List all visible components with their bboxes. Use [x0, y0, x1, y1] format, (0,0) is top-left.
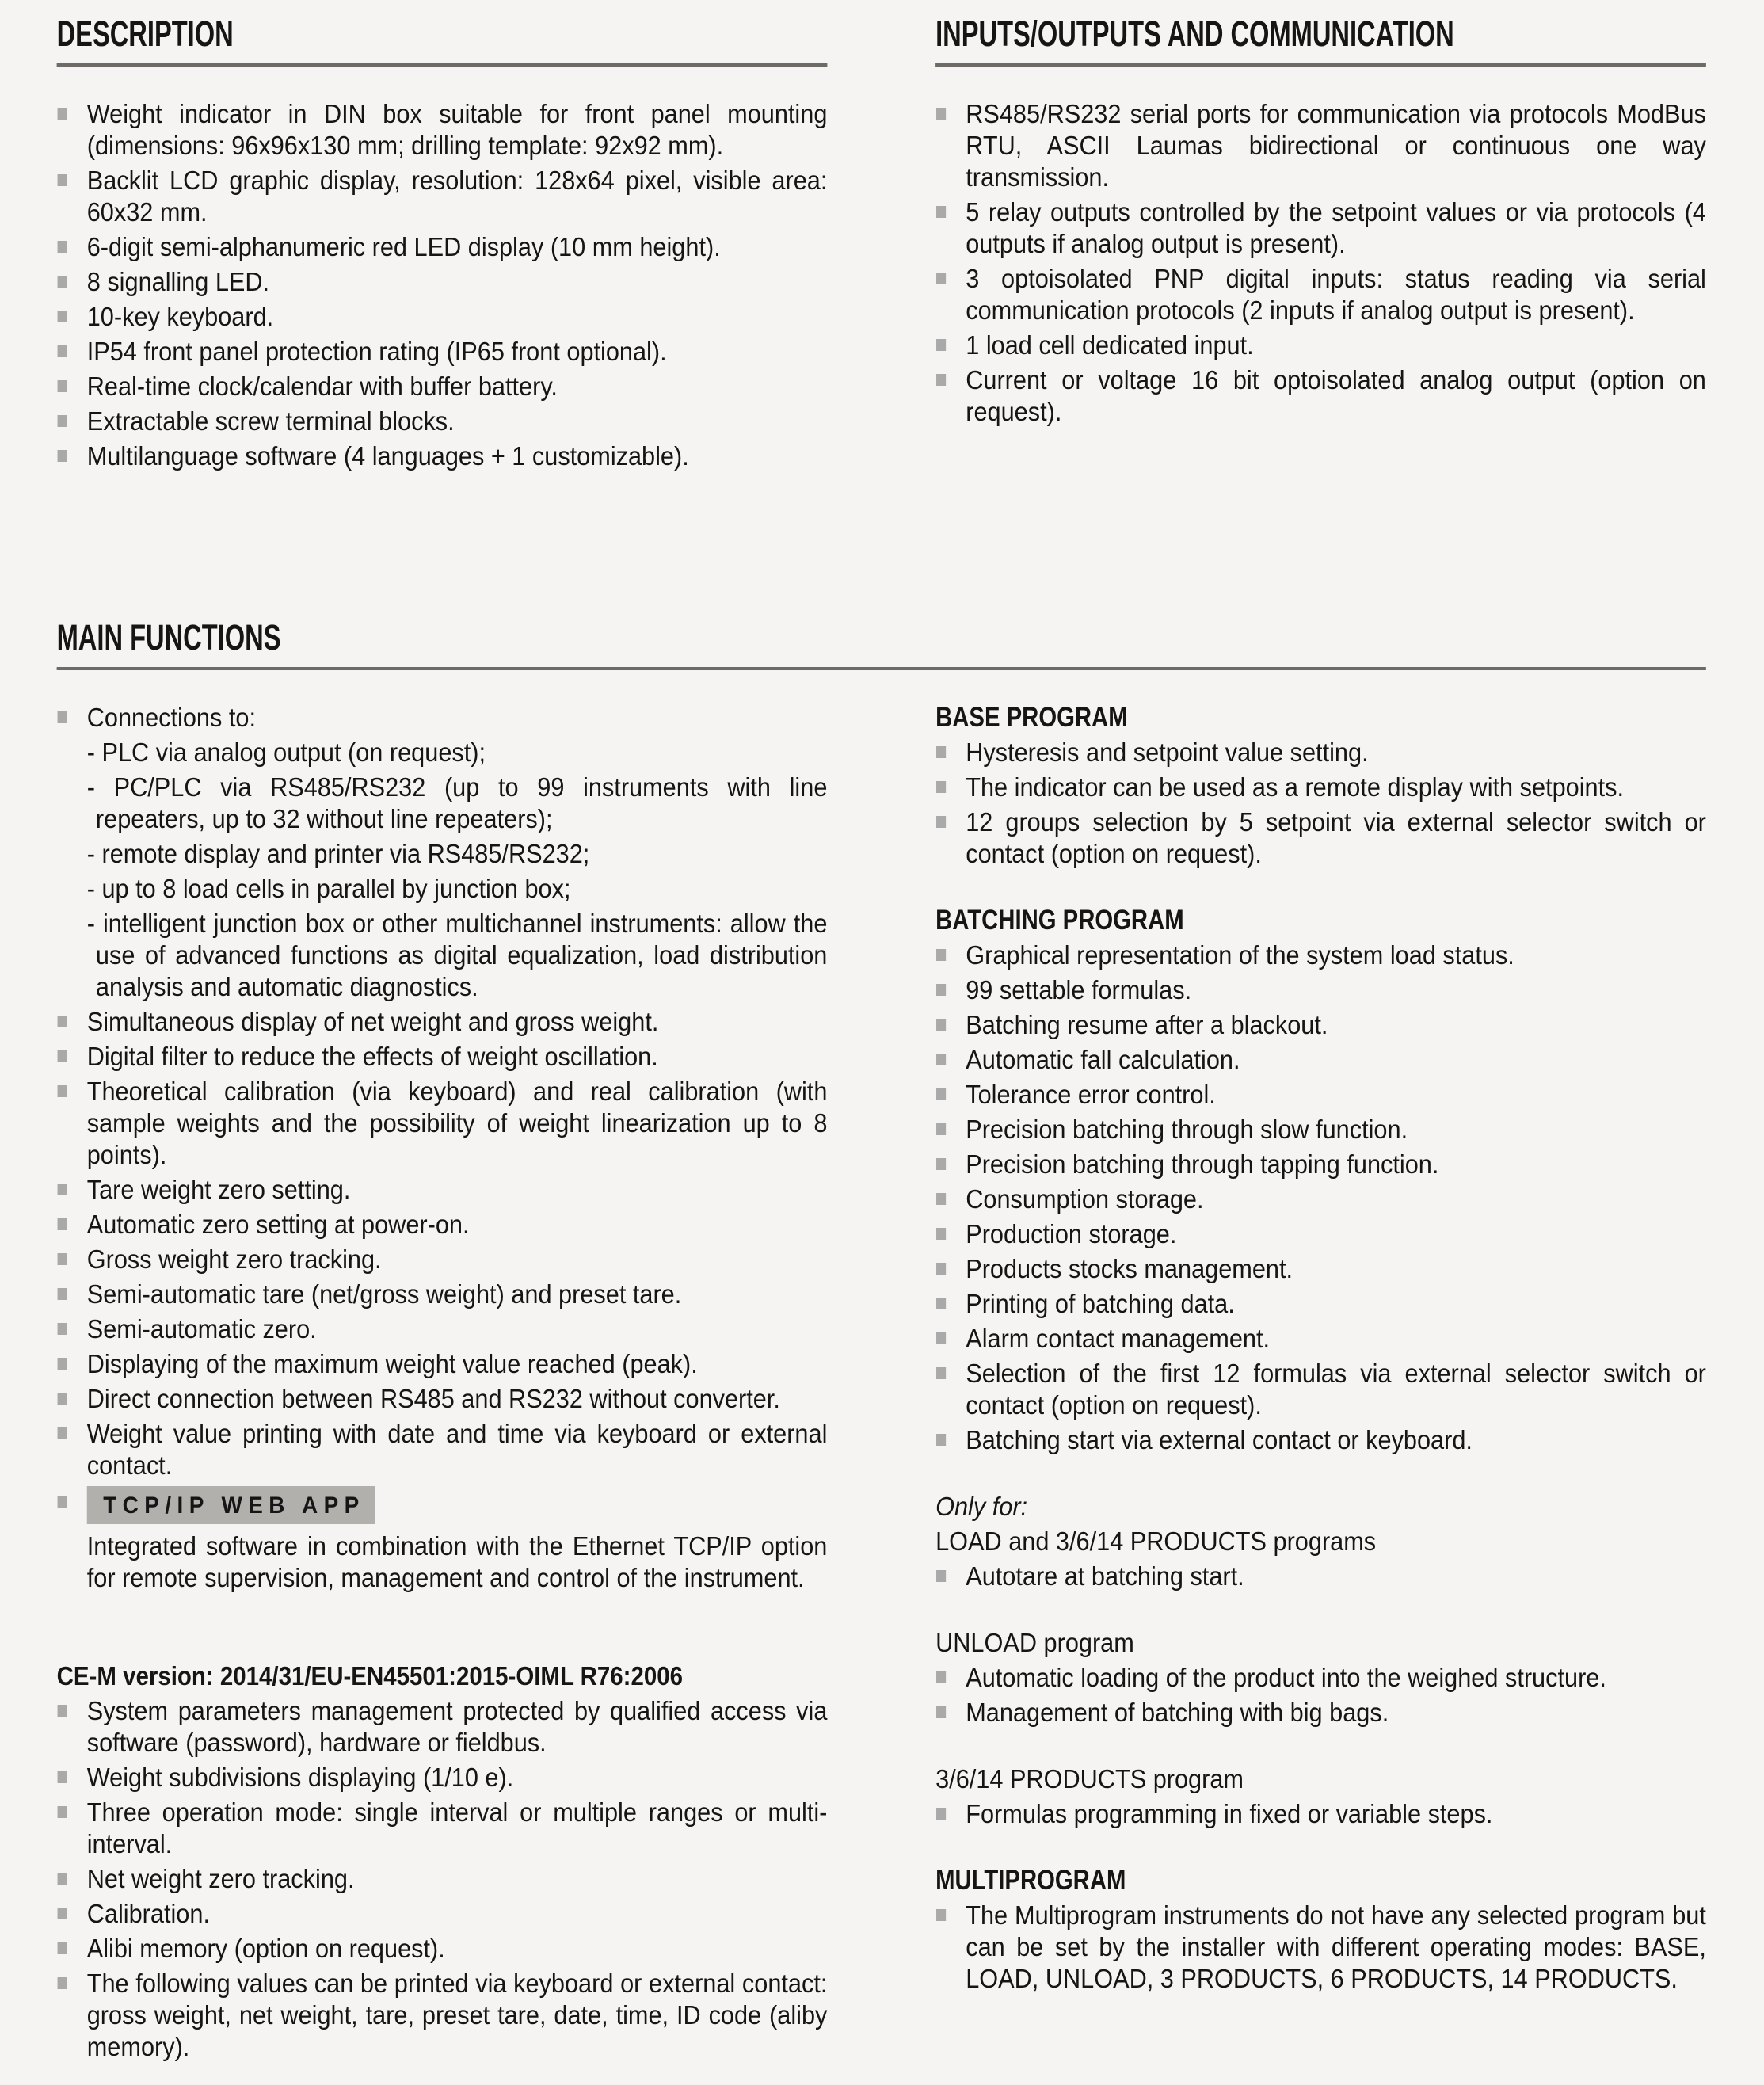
list-item-text: Theoretical calibration (via keyboard) and real calibration (with sample weights and the possibility of weight linearization up to 8 points). [86, 1077, 828, 1169]
bullet-square-icon [936, 1019, 946, 1031]
list-item [935, 702, 1706, 734]
bullet-square-icon [936, 1706, 946, 1718]
list-item-text: Selection of the first 12 formulas via external selector switch or contact (option on request). [966, 1359, 1706, 1420]
list-item [935, 974, 1706, 1006]
list-item-text: Calibration. [86, 1899, 210, 1928]
list-item-text: Automatic fall calculation. [966, 1045, 1240, 1074]
bullet-square-icon [58, 1977, 67, 1989]
list-item [57, 702, 828, 734]
bullet-square-icon [936, 1367, 946, 1379]
list-item-text: Printing of batching data. [966, 1289, 1235, 1318]
list-item-text: LOAD and 3/6/14 PRODUCTS programs [935, 1527, 1377, 1556]
list-item [935, 1323, 1706, 1355]
main-functions-divider [57, 667, 1706, 670]
list-item [57, 838, 828, 870]
top-row [57, 14, 1706, 475]
list-item-text: 12 groups selection by 5 setpoint via external selector switch or contact (option on request). [966, 807, 1706, 868]
description-title-text: DESCRIPTION [56, 13, 234, 54]
list-item-text: Alarm contact management. [966, 1324, 1271, 1353]
list-item-text: - PC/PLC via RS485/RS232 (up to 99 instruments with line repeaters, up to 32 without line repeaters); [86, 772, 828, 833]
list-item-text: Weight value printing with date and time via keyboard or external contact. [86, 1419, 828, 1480]
list-item-text: Semi-automatic tare (net/gross weight) and preset tare. [86, 1279, 682, 1309]
list-item [935, 1044, 1706, 1076]
list-item-text: MULTIPROGRAM [935, 1865, 1126, 1896]
list-item-text: Formulas programming in fixed or variable steps. [966, 1799, 1493, 1828]
list-item [57, 371, 828, 402]
list-item [57, 98, 828, 162]
list-item [57, 1041, 828, 1073]
list-item [935, 1697, 1706, 1729]
list-item-text: Net weight zero tracking. [86, 1864, 355, 1893]
bullet-square-icon [58, 1085, 67, 1097]
list-item [935, 1491, 1706, 1523]
list-item [57, 1348, 828, 1380]
list-item-text: - up to 8 load cells in parallel by junction box; [86, 874, 571, 903]
bullet-square-icon [58, 711, 67, 723]
list-item [57, 406, 828, 437]
list-item-text: Three operation mode: single interval or multiple ranges or multi-interval. [86, 1797, 828, 1858]
list-item [935, 940, 1706, 971]
bullet-square-icon [58, 276, 67, 288]
bullet-square-icon [936, 1671, 946, 1683]
list-item [57, 165, 828, 228]
bullet-square-icon [58, 108, 67, 120]
bullet-square-icon [58, 1393, 67, 1405]
list-item [57, 1418, 828, 1481]
list-item [935, 1798, 1706, 1830]
bullet-square-icon [58, 1253, 67, 1265]
list-item-text: Precision batching through slow function. [966, 1115, 1408, 1144]
bullet-square-icon [936, 1054, 946, 1065]
list-item-text: IP54 front panel protection rating (IP65 front optional). [86, 337, 667, 366]
list-item [935, 364, 1706, 428]
list-item-text: Products stocks management. [966, 1254, 1293, 1283]
bullet-square-icon [936, 1193, 946, 1205]
list-item-text: Production storage. [966, 1219, 1177, 1248]
list-item-text: Gross weight zero tracking. [86, 1245, 382, 1274]
list-item [935, 1424, 1706, 1456]
list-item-text: Hysteresis and setpoint value setting. [966, 738, 1369, 767]
list-item-text: 99 settable formulas. [966, 975, 1192, 1004]
bullet-square-icon [936, 1332, 946, 1344]
list-item-text: 6-digit semi-alphanumeric red LED display (10 mm height). [86, 232, 721, 261]
bullet-square-icon [58, 1323, 67, 1335]
bullet-square-icon [58, 241, 67, 253]
bullet-square-icon [58, 345, 67, 357]
list-item [57, 266, 828, 298]
list-item-text: - intelligent junction box or other multichannel instruments: allow the use of advanced functions as digital equalization, load distribution analysis and automatic diagnostics. [86, 909, 828, 1001]
list-item-text: TCP/IP WEB APP [87, 1486, 375, 1524]
list-item-text: Displaying of the maximum weight value reached (peak). [86, 1349, 698, 1378]
list-item-text: - remote display and printer via RS485/RS232; [86, 839, 590, 868]
list-item-text: 8 signalling LED. [86, 267, 270, 296]
list-item-text: CE-M version: 2014/31/EU-EN45501:2015-OIML R76:2006 [56, 1661, 684, 1690]
list-item-text: Batching resume after a blackout. [966, 1010, 1328, 1039]
list-item [935, 98, 1706, 193]
list-item-text: Digital filter to reduce the effects of weight oscillation. [86, 1042, 658, 1071]
list-item-text: RS485/RS232 serial ports for communication via protocols ModBus RTU, ASCII Laumas bidirectional or continuous one way transmission. [966, 99, 1706, 192]
bullet-square-icon [936, 816, 946, 828]
list-item-text: Weight subdivisions displaying (1/10 e). [86, 1763, 514, 1792]
list-item [935, 1561, 1706, 1592]
list-item [57, 1968, 828, 2063]
list-item [935, 330, 1706, 361]
list-item-text: Tolerance error control. [966, 1080, 1216, 1109]
list-item-text: Alibi memory (option on request). [86, 1934, 445, 1963]
list-item [57, 1797, 828, 1860]
list-item-text: Management of batching with big bags. [966, 1698, 1389, 1727]
bullet-square-icon [936, 1434, 946, 1446]
list-item [57, 1006, 828, 1038]
bullet-square-icon [936, 984, 946, 996]
list-item-text: Tare weight zero setting. [86, 1175, 351, 1204]
description-list [57, 98, 828, 472]
list-item-text: Precision batching through tapping function. [966, 1149, 1439, 1179]
bullet-square-icon [58, 1358, 67, 1370]
list-item [57, 1486, 828, 1524]
list-item [57, 1076, 828, 1171]
list-item-text: 10-key keyboard. [86, 302, 274, 331]
list-item-text: Multilanguage software (4 languages + 1 customizable). [86, 441, 689, 471]
list-item [57, 1279, 828, 1310]
list-item-text: Real-time clock/calendar with buffer battery. [86, 372, 558, 401]
bullet-square-icon [58, 415, 67, 427]
bullet-square-icon [58, 1288, 67, 1300]
bullet-square-icon [58, 1908, 67, 1919]
list-item [935, 1763, 1706, 1795]
bullet-square-icon [936, 108, 946, 120]
list-item [935, 1526, 1706, 1557]
list-item-text: Connections to: [86, 703, 257, 732]
main-functions-columns [57, 702, 1706, 2066]
list-item [935, 1358, 1706, 1421]
list-item-text: 3 optoisolated PNP digital inputs: status reading via serial communication protocols (2 inputs if analog output is present). [966, 264, 1706, 325]
inputs-outputs-title-text: INPUTS/OUTPUTS AND COMMUNICATION [935, 13, 1454, 54]
bullet-square-icon [58, 1806, 67, 1818]
list-item-text: 5 relay outputs controlled by the setpoint values or via protocols (4 outputs if analog output is present). [966, 197, 1706, 258]
bullet-square-icon [936, 273, 946, 284]
list-item-text: The Multiprogram instruments do not have any selected program but can be set by the installer with different operating modes: BASE, LOAD, UNLOAD, 3 PRODUCTS, 6 PRODUCTS, 14 PRODUCTS. [966, 1900, 1706, 1993]
list-item [935, 1900, 1706, 1995]
bullet-square-icon [58, 174, 67, 186]
list-item-text: The indicator can be used as a remote display with setpoints. [966, 772, 1625, 802]
list-item-text: Automatic loading of the product into the weighed structure. [966, 1663, 1606, 1692]
list-item-text: - PLC via analog output (on request); [86, 738, 486, 767]
list-item [935, 806, 1706, 870]
list-item-text: BATCHING PROGRAM [935, 905, 1184, 936]
page-content [0, 14, 1763, 2066]
list-item [935, 1114, 1706, 1145]
list-item [935, 1009, 1706, 1041]
list-item-text: Current or voltage 16 bit optoisolated analog output (option on request). [966, 365, 1706, 426]
list-item [935, 1149, 1706, 1180]
list-item [57, 1174, 828, 1206]
list-item-text: Backlit LCD graphic display, resolution: 128x64 pixel, visible area: 60x32 mm. [86, 166, 828, 227]
bullet-square-icon [936, 1088, 946, 1100]
list-item [57, 873, 828, 905]
inputs-outputs-list [935, 98, 1706, 428]
inputs-outputs-divider [935, 63, 1706, 67]
list-item [57, 1898, 828, 1930]
bullet-square-icon [936, 1158, 946, 1170]
list-item [57, 737, 828, 768]
bullet-square-icon [936, 339, 946, 351]
bullet-square-icon [58, 1873, 67, 1885]
list-item-text: UNLOAD program [935, 1628, 1134, 1657]
list-item-text: BASE PROGRAM [935, 702, 1128, 733]
bullet-square-icon [936, 1570, 946, 1582]
list-item-text: Weight indicator in DIN box suitable for front panel mounting (dimensions: 96x96x130 mm; drilling template: 92x92 mm). [86, 99, 828, 160]
list-item [57, 231, 828, 263]
list-item [935, 737, 1706, 768]
list-item-text: System parameters management protected by qualified access via software (password), hardware or fieldbus. [86, 1696, 828, 1757]
list-item [57, 1383, 828, 1415]
list-item-text: The following values can be printed via keyboard or external contact: gross weight, net weight, tare, preset tare, date, time, ID code (aliby memory). [86, 1969, 828, 2061]
list-item [935, 1662, 1706, 1694]
bullet-square-icon [936, 949, 946, 961]
main-functions-right-list [935, 702, 1706, 1998]
list-item [935, 1865, 1706, 1896]
main-functions-left-list [57, 702, 828, 2066]
list-item-text: Integrated software in combination with the Ethernet TCP/IP option for remote supervision, management and control of the instrument. [86, 1531, 828, 1592]
bullet-square-icon [936, 1808, 946, 1820]
list-item [935, 1253, 1706, 1285]
bullet-square-icon [936, 206, 946, 218]
description-title [57, 14, 828, 54]
main-functions-title-text: MAIN FUNCTIONS [56, 617, 281, 658]
list-item-text: Batching start via external contact or keyboard. [966, 1425, 1473, 1454]
bullet-square-icon [58, 1184, 67, 1195]
description-divider [57, 63, 828, 67]
list-item [57, 1695, 828, 1759]
list-item [57, 1660, 828, 1692]
list-item [935, 263, 1706, 326]
bullet-square-icon [58, 1496, 67, 1508]
section-inputs-outputs [935, 14, 1706, 431]
bullet-square-icon [58, 450, 67, 462]
list-item [57, 1933, 828, 1965]
list-item [57, 1244, 828, 1275]
bullet-square-icon [58, 1016, 67, 1027]
bullet-square-icon [58, 1771, 67, 1783]
list-item [935, 1184, 1706, 1215]
inputs-outputs-title [935, 14, 1706, 54]
section-description [57, 14, 828, 475]
list-item [57, 1209, 828, 1241]
list-item-text: Extractable screw terminal blocks. [86, 406, 455, 436]
list-item-text: Consumption storage. [966, 1184, 1204, 1214]
list-item [57, 1762, 828, 1793]
section-main-functions [57, 618, 1706, 2066]
bullet-square-icon [936, 781, 946, 793]
list-item [935, 1079, 1706, 1111]
bullet-square-icon [936, 746, 946, 758]
list-item-text: Graphical representation of the system load status. [966, 940, 1514, 970]
bullet-square-icon [936, 1228, 946, 1240]
bullet-square-icon [936, 1263, 946, 1275]
bullet-square-icon [58, 1050, 67, 1062]
bullet-square-icon [936, 374, 946, 386]
bullet-square-icon [936, 1298, 946, 1309]
list-item [935, 772, 1706, 803]
list-item-text: Semi-automatic zero. [86, 1314, 317, 1344]
bullet-square-icon [58, 380, 67, 392]
list-item [57, 908, 828, 1003]
list-item [935, 1218, 1706, 1250]
list-item [57, 772, 828, 835]
list-item [935, 1627, 1706, 1659]
list-item [935, 196, 1706, 260]
list-item [935, 905, 1706, 936]
list-item [57, 301, 828, 333]
list-item-text: Automatic zero setting at power-on. [86, 1210, 470, 1239]
list-item [57, 1863, 828, 1895]
bullet-square-icon [58, 1218, 67, 1230]
list-item-text: Simultaneous display of net weight and gross weight. [86, 1007, 659, 1036]
list-item-text: 3/6/14 PRODUCTS program [935, 1764, 1244, 1793]
list-item [57, 336, 828, 368]
main-functions-title [57, 618, 1706, 658]
list-item-text: 1 load cell dedicated input. [966, 330, 1254, 360]
list-item-text: Autotare at batching start. [966, 1561, 1244, 1591]
list-item-text: Only for: [935, 1492, 1028, 1521]
list-item [57, 440, 828, 472]
list-item [935, 1288, 1706, 1320]
list-item-text: Direct connection between RS485 and RS232 without converter. [86, 1384, 780, 1413]
bullet-square-icon [58, 1942, 67, 1954]
list-item [57, 1530, 828, 1594]
bullet-square-icon [58, 311, 67, 322]
bullet-square-icon [58, 1705, 67, 1717]
bullet-square-icon [58, 1427, 67, 1439]
bullet-square-icon [936, 1909, 946, 1921]
bullet-square-icon [936, 1123, 946, 1135]
list-item [57, 1313, 828, 1345]
